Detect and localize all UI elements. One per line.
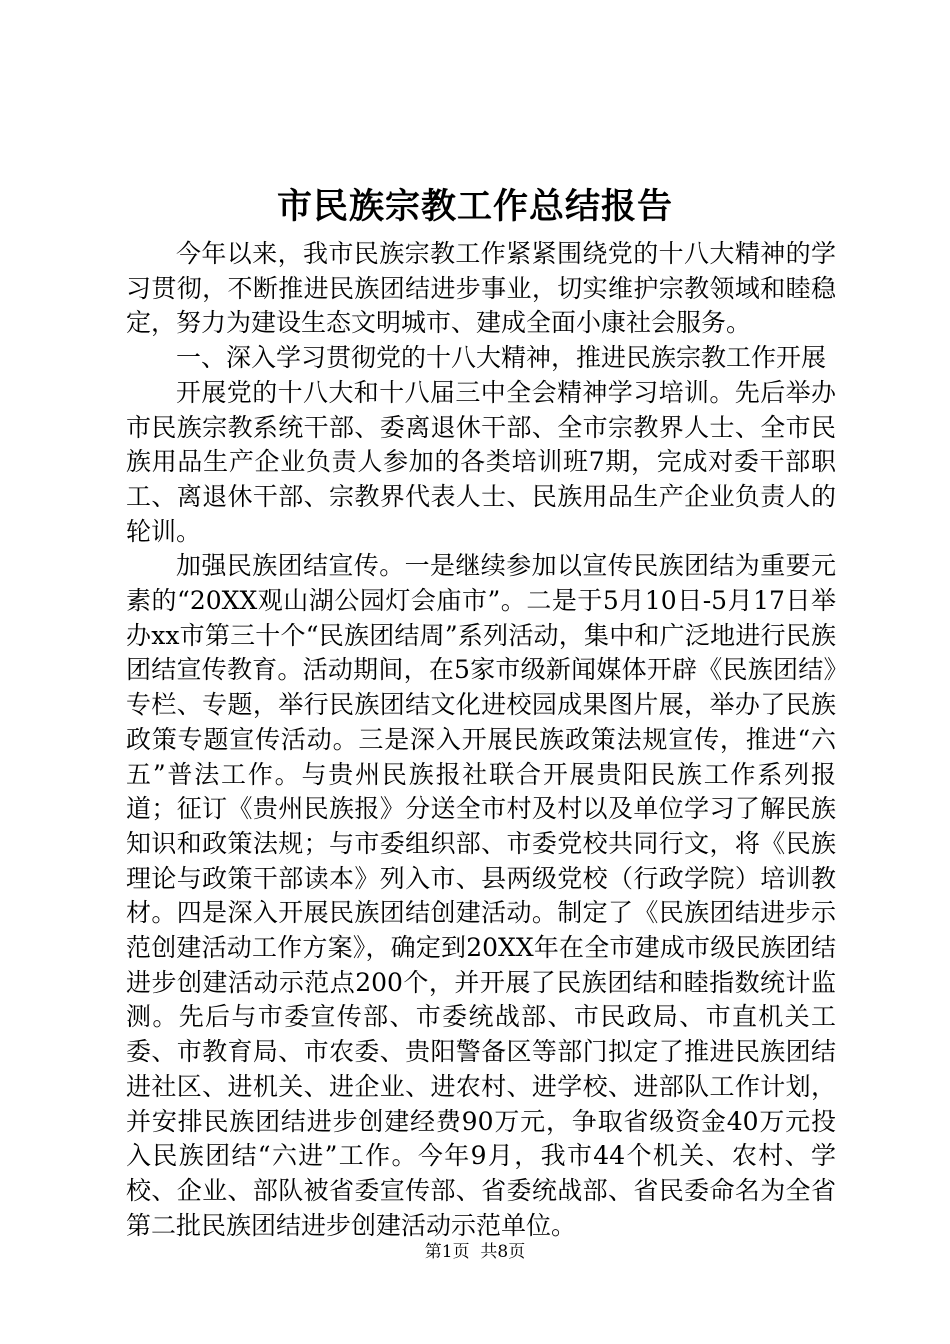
footer-spacer — [470, 1242, 481, 1262]
paragraph-training: 开展党的十八大和十八届三中全会精神学习培训。先后举办市民族宗教系统干部、委离退休干部、全市宗教界人士、全市民族用品生产企业负责人参加的各类培训班7期，完成对委干部职工、离退休干部、宗教界代表人士、民族用品生产企业负责人的轮训。 — [126, 377, 836, 546]
document-title: 市民族宗教工作总结报告 — [276, 186, 673, 227]
document-body — [126, 237, 836, 1243]
section-heading-1: 一、深入学习贯彻党的十八大精神，推进民族宗教工作开展 — [176, 343, 827, 373]
paragraph-unity-publicity: 加强民族团结宣传。一是继续参加以宣传民族团结为重要元素的“20XX观山湖公园灯会庙市”。二是于5月10日-5月17日举办xx市第三十个“民族团结周”系列活动，集中和广泛地进行民族团结宣传教育。活动期间，在5家市级新闻媒体开辟《民族团结》专栏、专题，举行民族团结文化进校园成果图片展，举办了民族政策专题宣传活动。三是深入开展民族政策法规宣传，推进“六五”普法工作。与贵州民族报社联合开展贵阳民族工作系列报道；征订《贵州民族报》分送全市村及村以及单位学习了解民族知识和政策法规；与市委组织部、市委党校共同行文，将《民族理论与政策干部读本》列入市、县两级党校（行政学院）培训教材。四是深入开展民族团结创建活动。制定了《民族团结进步示范创建活动工作方案》，确定到20XX年在全市建成市级民族团结进步创建活动示范点200个，并开展了民族团结和睦指数统计监测。先后与市委宣传部、市委统战部、市民政局、市直机关工委、市教育局、市农委、贵阳警备区等部门拟定了推进民族团结进社区、进机关、进企业、进农村、进学校、进部队工作计划，并安排民族团结进步创建经费90万元，争取省级资金40万元投入民族团结“六进”工作。今年9月，我市44个机关、农村、学校、企业、部队被省委宣传部、省委统战部、省民委命名为全省第二批民族团结进步创建活动示范单位。 — [126, 551, 836, 1240]
page-number-total: 共8页 — [480, 1242, 526, 1262]
page-footer — [0, 1240, 950, 1264]
page-number-current: 第1页 — [424, 1242, 470, 1262]
paragraph-intro: 今年以来，我市民族宗教工作紧紧围绕党的十八大精神的学习贯彻，不断推进民族团结进步事业，切实维护宗教领域和睦稳定，努力为建设生态文明城市、建成全面小康社会服务。 — [126, 239, 836, 338]
